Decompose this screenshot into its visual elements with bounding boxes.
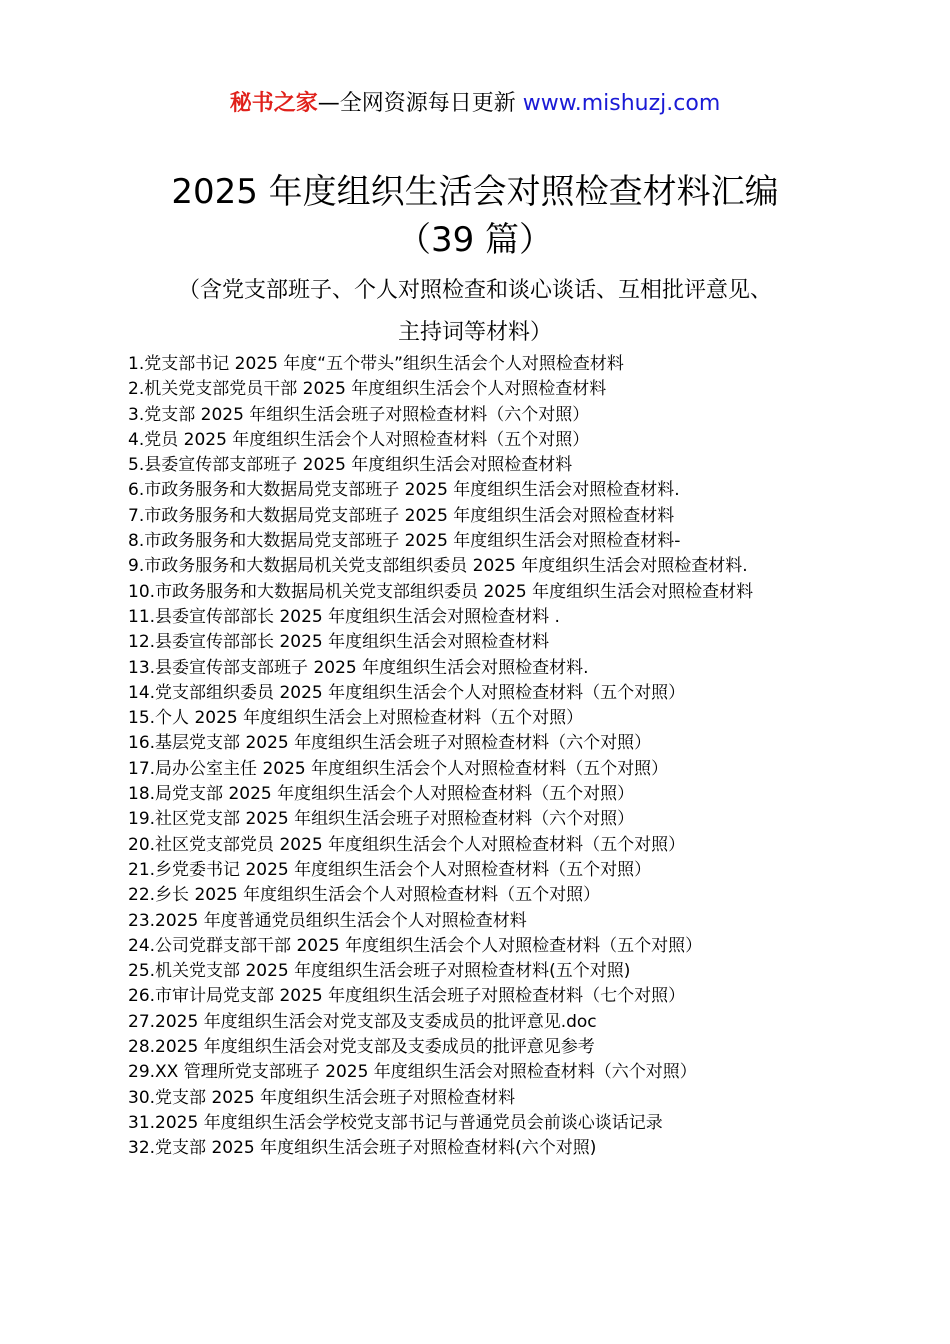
toc-item: 4.党员 2025 年度组织生活会个人对照检查材料（五个对照） — [128, 429, 590, 450]
toc-item: 30.党支部 2025 年度组织生活会班子对照检查材料 — [128, 1087, 516, 1108]
toc-item: 2.机关党支部党员干部 2025 年度组织生活会个人对照检查材料 — [128, 379, 607, 400]
toc-item: 32.党支部 2025 年度组织生活会班子对照检查材料(六个对照) — [128, 1138, 597, 1159]
toc-item: 27.2025 年度组织生活会对党支部及支委成员的批评意见.doc — [128, 1011, 597, 1032]
toc-item: 29.XX 管理所党支部班子 2025 年度组织生活会对照检查材料（六个对照） — [128, 1062, 697, 1083]
toc-item: 1.党支部书记 2025 年度“五个带头”组织生活会个人对照检查材料 — [128, 354, 624, 374]
toc-item: 6.市政务服务和大数据局党支部班子 2025 年度组织生活会对照检查材料. — [128, 480, 680, 501]
toc-item: 8.市政务服务和大数据局党支部班子 2025 年度组织生活会对照检查材料- — [128, 531, 681, 552]
toc-item: 23.2025 年度普通党员组织生活会个人对照检查材料 — [128, 910, 527, 931]
site-header — [0, 88, 950, 120]
toc-item: 26.市审计局党支部 2025 年度组织生活会班子对照检查材料（七个对照） — [128, 986, 686, 1007]
toc-item: 14.党支部组织委员 2025 年度组织生活会个人对照检查材料（五个对照） — [128, 682, 686, 703]
toc-item: 3.党支部 2025 年组织生活会班子对照检查材料（六个对照） — [128, 404, 590, 425]
toc-item: 9.市政务服务和大数据局机关党支部组织委员 2025 年度组织生活会对照检查材料. — [128, 556, 748, 577]
toc-item: 21.乡党委书记 2025 年度组织生活会个人对照检查材料（五个对照） — [128, 859, 652, 880]
toc-item: 24.公司党群支部干部 2025 年度组织生活会个人对照检查材料（五个对照） — [128, 935, 703, 956]
toc-item: 20.社区党支部党员 2025 年度组织生活会个人对照检查材料（五个对照） — [128, 834, 686, 855]
toc-item: 7.市政务服务和大数据局党支部班子 2025 年度组织生活会对照检查材料 — [128, 505, 675, 526]
document-subtitle: （含党支部班子、个人对照检查和谈心谈话、互相批评意见、 — [177, 278, 772, 303]
toc-item: 13.县委宣传部支部班子 2025 年度组织生活会对照检查材料. — [128, 657, 589, 678]
document-title: 2025 年度组织生活会对照检查材料汇编 — [171, 172, 779, 212]
site-url-link[interactable]: www.mishuzj.com — [522, 91, 721, 116]
document-subtitle-continued: 主持词等材料） — [397, 320, 552, 345]
toc-item: 18.局党支部 2025 年度组织生活会个人对照检查材料（五个对照） — [128, 784, 635, 805]
toc-item: 11.县委宣传部部长 2025 年度组织生活会对照检查材料 . — [128, 606, 560, 627]
toc-item: 16.基层党支部 2025 年度组织生活会班子对照检查材料（六个对照） — [128, 733, 652, 754]
toc-item: 28.2025 年度组织生活会对党支部及支委成员的批评意见参考 — [128, 1037, 595, 1058]
toc-item: 12.县委宣传部部长 2025 年度组织生活会对照检查材料 — [128, 632, 550, 653]
toc-item: 22.乡长 2025 年度组织生活会个人对照检查材料（五个对照） — [128, 885, 601, 906]
toc-item: 25.机关党支部 2025 年度组织生活会班子对照检查材料(五个对照) — [128, 961, 631, 982]
table-of-contents — [128, 352, 848, 1162]
document-title-count: （39 篇） — [396, 220, 554, 260]
toc-item: 19.社区党支部 2025 年组织生活会班子对照检查材料（六个对照） — [128, 809, 635, 830]
toc-item: 17.局办公室主任 2025 年度组织生活会个人对照检查材料（五个对照） — [128, 758, 669, 779]
toc-item: 15.个人 2025 年度组织生活会上对照检查材料（五个对照） — [128, 708, 584, 729]
brand-name: 秘书之家 — [229, 91, 318, 116]
toc-item: 5.县委宣传部支部班子 2025 年度组织生活会对照检查材料 — [128, 455, 573, 476]
header-tagline: —全网资源每日更新 — [317, 91, 523, 116]
toc-item: 10.市政务服务和大数据局机关党支部组织委员 2025 年度组织生活会对照检查材料 — [128, 581, 754, 602]
toc-item: 31.2025 年度组织生活会学校党支部书记与普通党员会前谈心谈话记录 — [128, 1112, 663, 1133]
